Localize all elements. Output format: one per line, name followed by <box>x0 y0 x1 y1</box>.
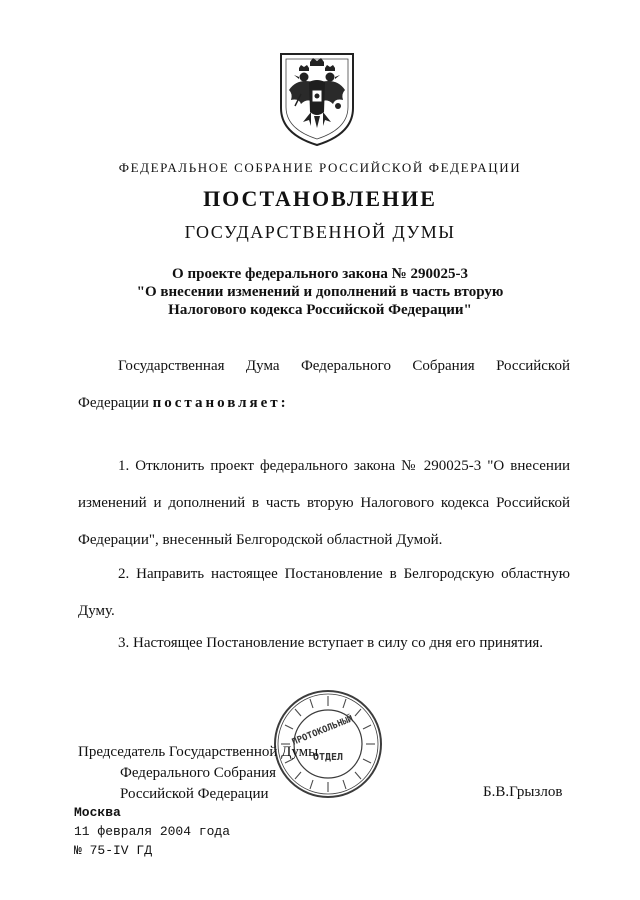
preamble-paragraph <box>78 348 570 422</box>
resolution-item-3: 3. Настоящее Постановление вступает в силу со дня его принятия. <box>118 635 544 651</box>
resolution-item-1: 1. Отклонить проект федерального закона № 290025-3 "О внесении изменений и дополнений в часть вторую Налогового кодекса Российской Федерации", внесенный Белгородской областной Думой. <box>78 458 570 548</box>
organization-heading: ФЕДЕРАЛЬНОЕ СОБРАНИЕ РОССИЙСКОЙ ФЕДЕРАЦИИ <box>118 160 522 175</box>
preamble-verb: постановляет: <box>152 395 289 411</box>
double-headed-eagle-icon <box>277 50 357 148</box>
issuer-heading: ГОСУДАРСТВЕННОЙ ДУМЫ <box>184 222 456 242</box>
round-stamp-icon <box>272 688 384 800</box>
preamble-text: Государственная Дума Федерального Собрания Российской Федерации <box>78 358 570 411</box>
official-stamp <box>272 688 384 800</box>
stamp-department: ОТДЕЛ <box>312 752 344 763</box>
subject-line-1: О проекте федерального закона № 290025-3 <box>172 266 468 282</box>
issue-city: Москва <box>74 805 121 820</box>
document-number: № 75-IV ГД <box>74 843 153 858</box>
stamp-center-text: ПРОТОКОЛЬНЫЙ <box>290 714 355 748</box>
document-footer <box>74 803 230 860</box>
subject-line-3: Налогового кодекса Российской Федерации" <box>168 302 472 318</box>
state-emblem <box>277 50 357 148</box>
subject-line-2: "О внесении изменений и дополнений в часть вторую <box>136 284 504 300</box>
document-type-title: ПОСТАНОВЛЕНИЕ <box>203 186 437 211</box>
signatory-name: Б.В.Грызлов <box>483 784 563 800</box>
signatory-title-line-2: Федерального Собрания <box>120 765 277 781</box>
resolution-item-2: 2. Направить настоящее Постановление в Белгородскую областную Думу. <box>78 566 570 619</box>
signatory-title-line-1: Председатель Государственной Думы <box>78 744 319 760</box>
issue-date: 11 февраля 2004 года <box>74 824 231 839</box>
signatory-title-line-3: Российской Федерации <box>120 786 269 802</box>
document-subject <box>0 265 640 319</box>
